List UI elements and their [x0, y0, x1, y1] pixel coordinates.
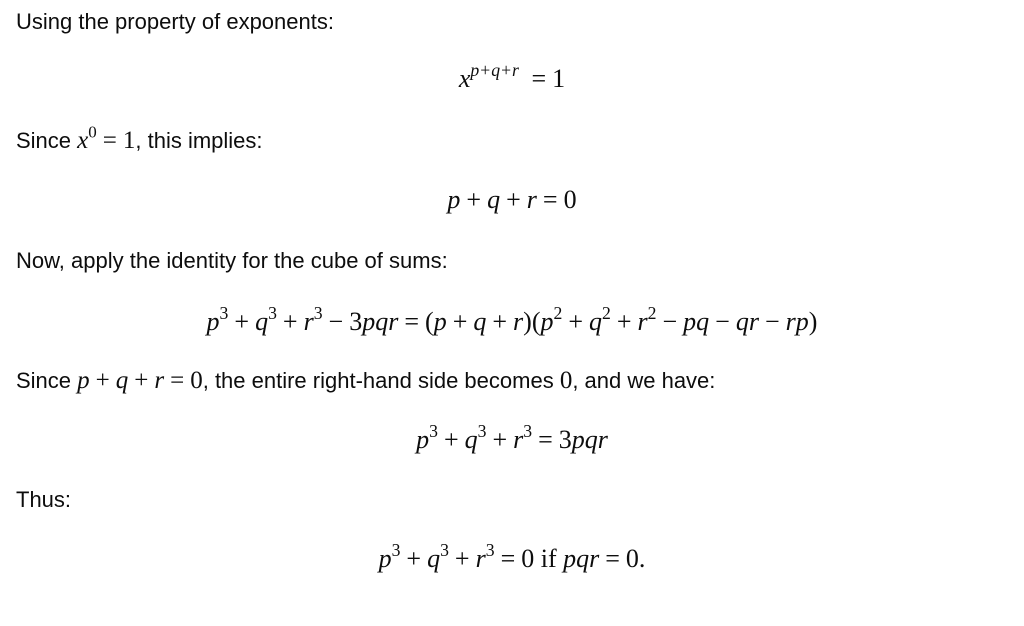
rhs-zero-text: Since p + q + r = 0, the entire right-hand side becomes 0, and we have:	[16, 367, 716, 394]
eq1-exponent: p+q+r	[470, 60, 519, 81]
equation-sum-zero: p + q + r = 0	[447, 185, 577, 214]
equation-exponent-sum: $x^{p+q+r} = 1$	[458, 60, 566, 93]
equation-conclusion: $p^3 + q^3 + r^3 = 0$ if pqr = 0.	[378, 540, 646, 573]
intro-text: Using the property of exponents:	[16, 9, 334, 34]
thus-text: Thus:	[16, 487, 72, 512]
eq1-base: x	[458, 64, 471, 93]
since-x0-text: Since $x^0 = 1$, this implies:	[16, 122, 263, 154]
equation-cube-identity: $p^3 + q^3 + r^3 - 3pqr = (p + q + r)(p^2 + q^2 + r^2$ − pq − qr − rp)	[206, 303, 818, 336]
identity-intro-text: Now, apply the identity for the cube of sums:	[16, 248, 448, 273]
equation-result: $p^3 + q^3 + r^3 = 3pqr$	[416, 421, 608, 454]
